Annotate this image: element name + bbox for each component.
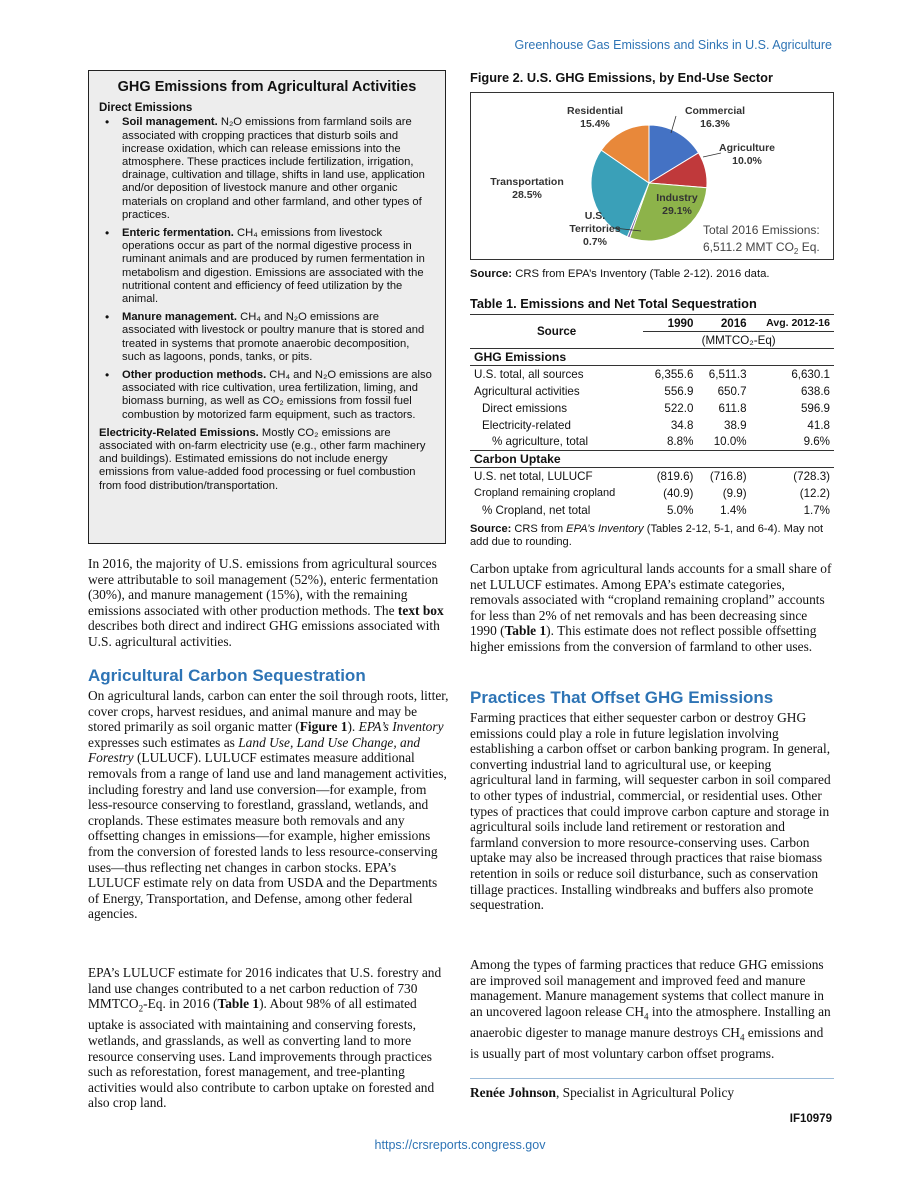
slice-label-commercial: Commercial <box>684 105 746 117</box>
row-label: % Cropland, net total <box>482 503 591 517</box>
cell-avg: 41.8 <box>807 418 830 432</box>
slice-value-u-s-territories: 0.7% <box>583 236 607 248</box>
row-label: Agricultural activities <box>474 384 580 398</box>
item-term: Other production methods. <box>122 369 267 382</box>
cell-1990: (819.6) <box>656 469 694 483</box>
col-1990: 1990 <box>643 315 697 332</box>
item-term: Enteric fermentation. <box>122 227 234 240</box>
row-label: % agriculture, total <box>492 435 589 449</box>
cell-avg: 596.9 <box>800 401 830 415</box>
table-row <box>470 417 834 434</box>
cell-2016: 611.8 <box>718 401 747 415</box>
table-row <box>470 400 834 417</box>
cell-1990: 5.0% <box>666 503 694 517</box>
table-row <box>470 485 834 502</box>
cell-1990: 556.9 <box>664 384 694 398</box>
paragraph-sequestration: On agricultural lands, carbon can enter the soil through roots, litter, cover crops, harvest residues, and animal manure and may be stored primarily as soil organic matter (Figure 1). EPA’s Inventory expresses such estimates as Land Use, Land Use Change, and Forestry (LULUCF). LULUCF estimates measure additional removals from a range of land use and land management activities, including forestry and land use conversion—for example, from less-resource conserving to forestland, grassland, wetlands, and croplands. These estimates measure both removals and any offsetting changes in emissions—for example, higher emissions from the conversion of forested lands to less resource-conserving uses—thus reflecting net changes in carbon stocks. EPA’s LULUCF estimate rely on data from USDA and the Departments of Energy, Transportation, and Defense, among other federal agencies. <box>88 688 449 922</box>
ghg-emissions-textbox <box>88 70 446 544</box>
section-carbon-uptake: Carbon Uptake <box>470 451 834 468</box>
cell-2016: (9.9) <box>722 486 747 500</box>
slice-value-agriculture: 10.0% <box>732 155 762 167</box>
text-box-ref: text box <box>397 602 444 618</box>
pie-chart-svg <box>471 93 833 259</box>
slice-value-commercial: 16.3% <box>700 118 730 130</box>
item-text: N₂O emissions from farmland soils are associated with cropping practices that disturb soils and increase oxidation, which can release emissions into the atmosphere. These practices include fertilization, irrigation, drainage, cultivation and tillage, shifts in land use, application and/or deposition of livestock manure and other organic materials on cropland and other farmland, and other types of practices. <box>122 116 425 221</box>
col-source: Source <box>470 315 643 349</box>
running-header: Greenhouse Gas Emissions and Sinks in U.S. Agriculture <box>514 38 832 52</box>
list-item <box>99 227 435 306</box>
cell-avg: 9.6% <box>803 435 830 449</box>
cell-2016: 1.4% <box>720 503 747 517</box>
paragraph-reduce-practices: Among the types of farming practices that reduce GHG emissions are improved soil management and improved feed and manure management. Manure management systems that collect manure in an uncovered lagoon release $CH_4$ into the atmosphere. Installing an anaerobic digester to manage manure destroys $CH_4$ emissions and is usually part of most voluntary carbon offset programs. <box>470 957 831 1062</box>
figure-ref: Figure 1 <box>299 719 348 735</box>
direct-emissions-heading: Direct Emissions <box>99 102 193 115</box>
cell-1990: 34.8 <box>670 418 694 432</box>
cell-avg: 1.7% <box>803 503 830 517</box>
paragraph-uptake: Carbon uptake from agricultural lands accounts for a small share of net LULUCF estimates. Among EPA’s estimate categories, removals associated with “cropland remaining cropland” accounts for less than 2% of net removals and has been decreasing since 1990 (Table 1). This estimate does not reflect possible offsetting higher emissions from the conversion of farmland to other uses. <box>470 561 832 654</box>
section-row <box>470 451 834 468</box>
document-id: IF10979 <box>789 1113 832 1125</box>
figure-source: Source: CRS from EPA’s Inventory (Table 2-12). 2016 data. <box>470 268 770 280</box>
col-avg: Avg. 2012-16 <box>751 315 834 332</box>
cell-avg: 638.6 <box>800 384 830 398</box>
slice-value-industry: 29.1% <box>662 205 692 217</box>
emissions-table <box>470 314 834 519</box>
list-item <box>99 116 435 222</box>
slice-value-transportation: 28.5% <box>512 189 542 201</box>
row-label: Cropland remaining cropland <box>474 487 616 499</box>
list-item <box>99 311 435 364</box>
item-text: CH₄ and N₂O emissions are associated with livestock or poultry manure that is stored and treated in systems that promote anaerobic decomposition, such as lagoons, ponds, tanks, or pits. <box>122 311 425 363</box>
emissions-list <box>99 116 435 421</box>
cell-2016: 38.9 <box>724 418 747 432</box>
author-title: , Specialist in Agricultural Policy <box>555 1085 735 1100</box>
cell-2016: 10.0% <box>713 435 747 449</box>
table-row <box>470 366 834 383</box>
cell-2016: 6,511.3 <box>708 367 747 381</box>
cell-avg: (12.2) <box>799 486 830 500</box>
total-emissions-line2: 6,511.2 MMT $CO_2$ Eq. <box>703 240 820 256</box>
row-label: U.S. total, all sources <box>474 367 584 381</box>
cell-avg: 6,630.1 <box>791 367 830 381</box>
slice-label-u-s-territories: Territories <box>569 223 621 235</box>
item-term: Manure management. <box>122 311 238 324</box>
item-text: CH₄ and N₂O emissions are also associated with rice cultivation, urea fertilization, liming, and biomass burning, as well as CO₂ emissions from fossil fuel combustion by motorized farm equipment, such as tractors. <box>122 369 432 421</box>
row-label: Electricity-related <box>482 418 571 432</box>
units-label: (MMTCO₂-Eq) <box>643 332 834 349</box>
slice-label-u-s-territories: U.S. <box>584 210 606 222</box>
figure-title: Figure 2. U.S. GHG Emissions, by End-Use Sector <box>470 70 773 85</box>
table-row <box>470 383 834 400</box>
table-row <box>470 468 834 485</box>
textbox-title: GHG Emissions from Agricultural Activities <box>117 79 417 95</box>
cell-1990: (40.9) <box>663 486 694 500</box>
slice-label-transportation: Transportation <box>490 176 564 188</box>
footer-url-link[interactable]: https://crsreports.congress.gov <box>374 1138 546 1152</box>
total-emissions-line1: Total 2016 Emissions: <box>703 223 820 237</box>
row-label: U.S. net total, LULUCF <box>474 469 593 483</box>
paragraph-sources: In 2016, the majority of U.S. emissions from agricultural sources were attributable to soil management (52%), enteric fermentation (30%), and manure management (15%), with the remaining emissions associated with other production methods. The text box describes both direct and indirect GHG emissions associated with U.S. agricultural activities. <box>88 556 444 649</box>
table-row <box>470 502 834 519</box>
cell-1990: 522.0 <box>664 401 694 415</box>
electricity-paragraph <box>99 427 435 493</box>
section-ghg-emissions: GHG Emissions <box>470 349 834 366</box>
col-2016: 2016 <box>697 315 750 332</box>
author-signature <box>470 1085 834 1101</box>
slice-label-industry: Industry <box>656 192 698 204</box>
item-text: CH₄ emissions from livestock operations occur as part of the normal digestive process in ruminant animals and are produced by rumen fermentation in metabolism and digestion. Emissions are associated with the nutritional content and efficiency of feed utilization by the animal. <box>122 227 425 306</box>
cell-avg: (728.3) <box>793 469 830 483</box>
table-header-row <box>470 315 834 332</box>
slice-value-residential: 15.4% <box>580 118 610 130</box>
table-ref: Table 1 <box>217 996 260 1012</box>
table-ref: Table 1 <box>504 623 547 639</box>
paragraph-practices: Farming practices that either sequester carbon or destroy GHG emissions could play a role in future legislation involving establishing a carbon offset or carbon banking program. In general, converting industrial land to agricultural use, or keeping agricultural land in farming, will sequester carbon in soil compared to other types of industrial, commercial, or residential uses. Other types of practices that could improve carbon capture and storage in agricultural soils include land retirement or restoration and farmland conversion to more resource-conserving uses. Carbon uptake may also be increased through practices that raise biomass retention in soils or reduce soil disturbance, such as conservation tillage practices. Installing windbreaks and buffers also promote sequestration. <box>470 710 831 913</box>
section-row <box>470 349 834 366</box>
table-source: Source: CRS from EPA’s Inventory (Tables 2-12, 5-1, and 6-4). May not add due to rounding. <box>470 523 824 548</box>
electricity-term: Electricity-Related Emissions. <box>99 426 259 439</box>
figure-pie-chart <box>470 92 834 260</box>
heading-carbon-sequestration: Agricultural Carbon Sequestration <box>88 666 366 685</box>
heading-practices: Practices That Offset GHG Emissions <box>470 688 774 707</box>
cell-2016: 650.7 <box>717 384 747 398</box>
list-item <box>99 369 435 422</box>
item-term: Soil management. <box>122 116 218 129</box>
slice-label-residential: Residential <box>566 105 624 117</box>
paragraph-lulucf-2016: EPA’s LULUCF estimate for 2016 indicates that U.S. forestry and land use changes contributed to a net carbon reduction of 730 $MMTCO_2-Eq$. in 2016 (Table 1). About 98% of all estimated uptake is associated with maintaining and conserving forests, wetlands, and grasslands, as well as converting land to more resource conserving uses. Land improvements through practices such as reforestation, forest management, and tree-planting activities would also contribute to carbon uptake on forested and also crop land. <box>88 965 442 1111</box>
slice-label-agriculture: Agriculture <box>718 142 776 154</box>
row-label: Direct emissions <box>482 401 568 415</box>
lulucf-term: Land Use, Land Use Change, and Forestry <box>88 734 421 766</box>
cell-1990: 8.8% <box>666 435 694 449</box>
cell-2016: (716.8) <box>709 469 747 483</box>
table-row <box>470 434 834 451</box>
table-title: Table 1. Emissions and Net Total Sequestration <box>470 296 757 311</box>
electricity-text: Mostly CO₂ emissions are associated with on-farm electricity use (e.g., other farm machinery and buildings). Estimated emissions do not include energy emissions from value-added food processing or fuel combustion from food distribution/transportation. <box>99 426 426 492</box>
signature-divider <box>470 1078 834 1079</box>
cell-1990: 6,355.6 <box>654 367 694 381</box>
author-name: Renée Johnson <box>470 1085 556 1100</box>
inventory-ref: EPA’s Inventory <box>358 719 444 735</box>
